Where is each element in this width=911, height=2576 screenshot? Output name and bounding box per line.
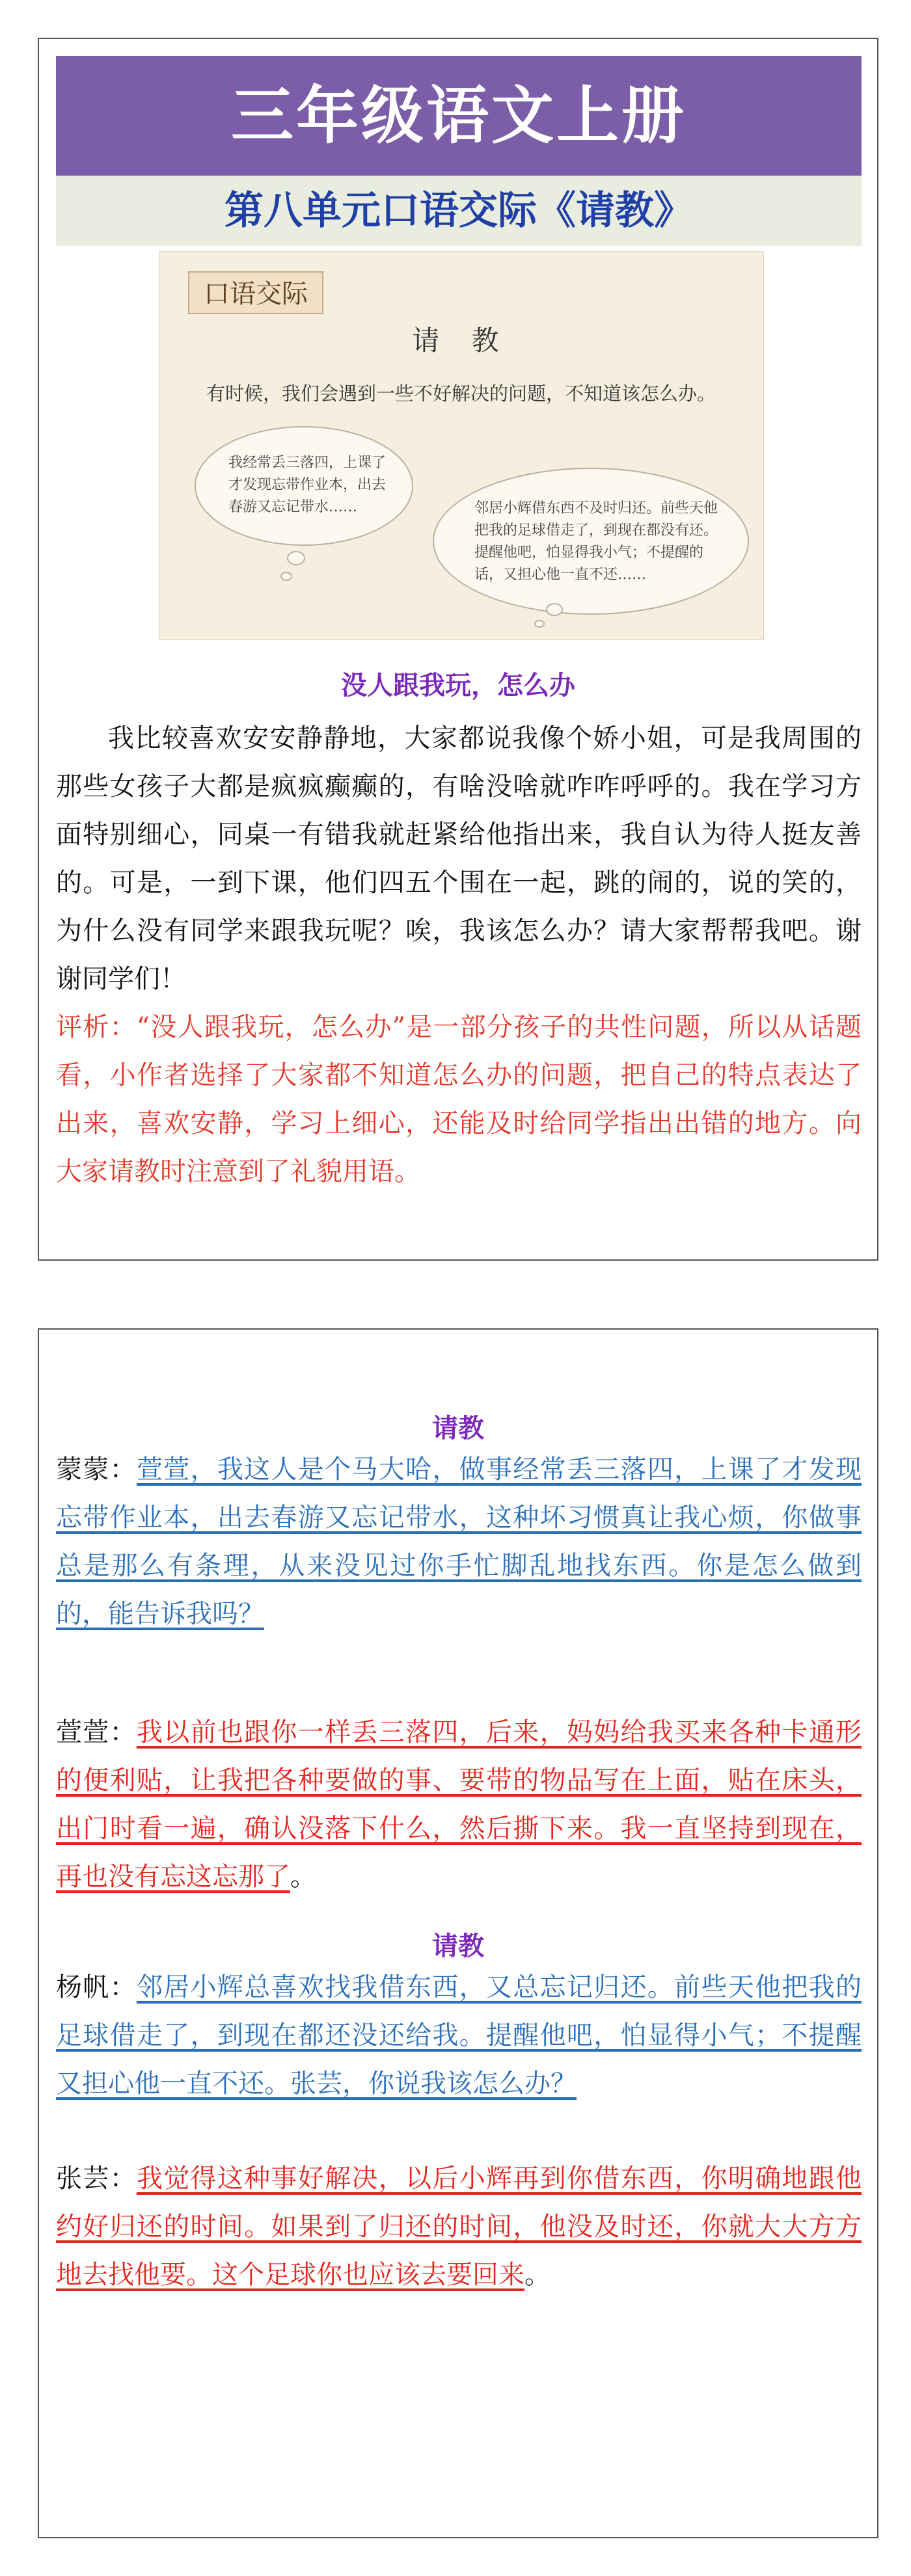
- textbook-tag: 口语交际: [188, 271, 323, 314]
- essay-comment: 评析：“没人跟我玩，怎么办”是一部分孩子的共性问题，所以从话题看，小作者选择了大家都不知道怎么办的问题，把自己的特点表达了出来，喜欢安静，学习上细心，还能及时给同学指出出错的地方。向大家请教时注意到了礼貌用语。: [56, 1012, 862, 1187]
- textbook-title: 请 教: [412, 325, 511, 356]
- dialog2-answer: [56, 2154, 862, 2299]
- dialog2-heading: 请教: [432, 1931, 484, 1961]
- textbook-illustration: [159, 251, 764, 640]
- page-one: [38, 38, 878, 1261]
- answer-end-mark: 。: [290, 1862, 316, 1892]
- question-text: 邻居小辉总喜欢找我借东西，又总忘记归还。前些天他把我的足球借走了，到现在都还没还给我。提醒他吧，怕显得小气；不提醒又担心他一直不还。张芸，你说我该怎么办？: [56, 1972, 862, 2099]
- page-title: 三年级语文上册: [56, 56, 862, 176]
- dialog1-question: [56, 1445, 862, 1638]
- dialog1-answer: [56, 1708, 862, 1901]
- answer-text: 我以前也跟你一样丢三落四，后来，妈妈给我买来各种卡通形的便利贴，让我把各种要做的事、要带的物品写在上面，贴在床头，出门时看一遍，确认没落下什么，然后撕下来。我一直坚持到现在，再也没有忘这忘那了: [56, 1717, 862, 1892]
- page-two: [38, 1328, 878, 2538]
- essay-body: 我比较喜欢安安静静地，大家都说我像个娇小姐，可是我周围的那些女孩子大都是疯疯癫癫的，有啥没啥就咋咋呼呼的。我在学习方面特别细心，同桌一有错我就赶紧给他指出来，我自认为待人挺友善的。可是，一到下课，他们四五个围在一起，跳的闹的，说的笑的，为什么没有同学来跟我玩呢？唉，我该怎么办？请大家帮帮我吧。谢谢同学们！: [56, 723, 862, 994]
- dialog2-question: [56, 1963, 862, 2108]
- answer-text: 我觉得这种事好解决，以后小辉再到你借东西，你明确地跟他约好归还的时间。如果到了归还的时间，他没及时还，你就大大方方地去找他要。这个足球你也应该去要回来: [56, 2164, 862, 2290]
- page-subtitle: 第八单元口语交际《请教》: [56, 176, 862, 246]
- speaker-name: 杨帆：: [56, 1972, 137, 2002]
- textbook-intro: 有时候，我们会遇到一些不好解决的问题，不知道该怎么办。: [206, 382, 716, 405]
- answer-end-mark: 。: [524, 2260, 551, 2290]
- essay-heading: 没人跟我玩，怎么办: [341, 671, 575, 701]
- bubble-tail-dot: [280, 572, 292, 581]
- speaker-name: 萱萱：: [56, 1717, 137, 1747]
- bubble-tail-dot: [546, 603, 563, 616]
- bubble-tail-dot: [534, 620, 545, 628]
- speech-bubble-left: 我经常丢三落四，上课了才发现忘带作业本，出去春游又忘记带水……: [195, 426, 413, 546]
- speaker-name: 张芸：: [56, 2164, 137, 2194]
- dialog1-heading: 请教: [432, 1414, 484, 1443]
- question-text: 萱萱，我这人是个马大哈，做事经常丢三落四，上课了才发现忘带作业本，出去春游又忘记带水，这种坏习惯真让我心烦，你做事总是那么有条理，从来没见过你手忙脚乱地找东西。你是怎么做到的，能告诉我吗？: [56, 1455, 862, 1629]
- speech-bubble-right: 邻居小辉借东西不及时归还。前些天他把我的足球借走了，到现在都没有还。提醒他吧，怕显得我小气；不提醒的话，又担心他一直不还……: [433, 468, 749, 615]
- bubble-tail-dot: [287, 551, 305, 565]
- speaker-name: 蒙蒙：: [56, 1455, 137, 1484]
